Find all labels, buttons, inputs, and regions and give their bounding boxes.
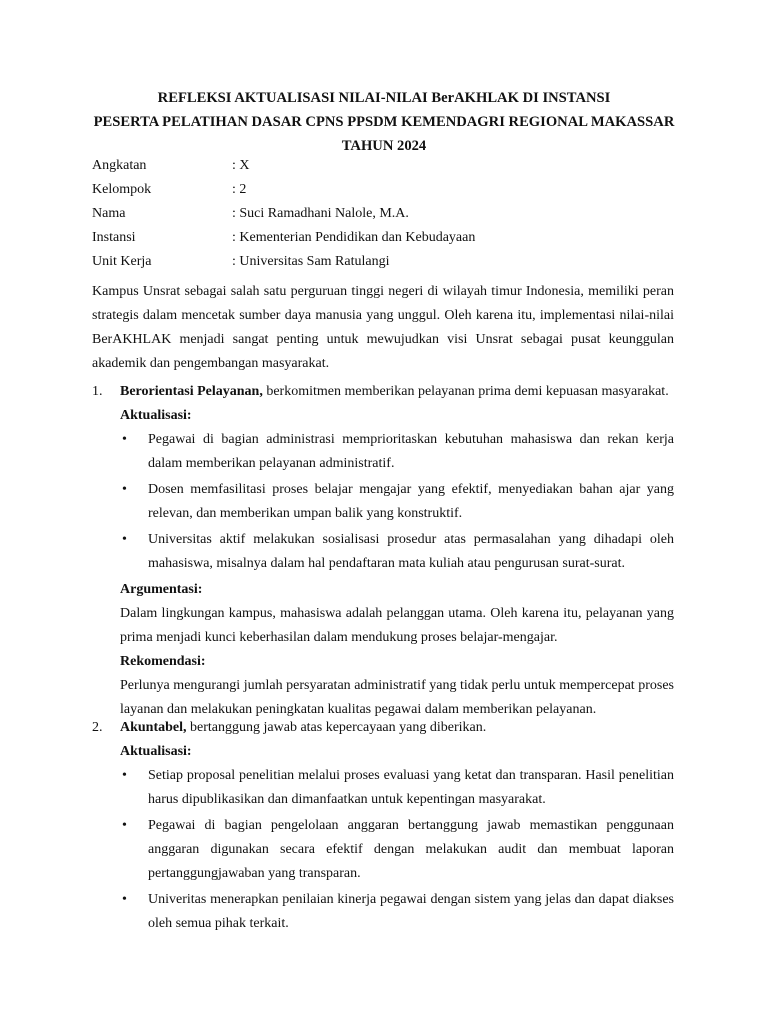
bullet-text: Pegawai di bagian administrasi memprioritaskan kebutuhan mahasiswa dan rekan kerja dalam memberikan pelayanan administratif. — [148, 432, 674, 471]
argumentasi-heading: Argumentasi: — [120, 582, 203, 597]
section-number: 1. — [92, 384, 103, 399]
bullet-text: Pegawai di bagian pengelolaan anggaran bertanggung jawab memastikan penggunaan anggaran digunakan secara efektif dengan melakukan audit dan membuat laporan pertanggungjawaban yang transparan. — [148, 818, 674, 881]
info-label: Angkatan — [92, 158, 147, 173]
info-label: Instansi — [92, 230, 136, 245]
bullet-icon: • — [122, 892, 127, 907]
participant-info — [92, 154, 475, 274]
bullet-icon: • — [122, 768, 127, 783]
info-row-unit-kerja — [92, 250, 475, 274]
rekomendasi-text: Perlunya mengurangi jumlah persyaratan administratif yang tidak perlu untuk mempercepat proses layanan dan melakukan peningkatan kualitas pegawai dalam memberikan pelayanan. — [120, 678, 674, 717]
document-year: TAHUN 2024 — [341, 138, 427, 154]
info-label: Kelompok — [92, 182, 152, 197]
bullet-text: Setiap proposal penelitian melalui proses evaluasi yang ketat dan transparan. Hasil penelitian harus dipublikasikan dan dimanfaatkan untuk kepentingan masyarakat. — [148, 768, 674, 807]
info-row-instansi — [92, 226, 475, 250]
info-value: : Suci Ramadhani Nalole, M.A. — [232, 206, 409, 221]
bullet-text: Universitas aktif melakukan sosialisasi prosedur atas permasalahan yang dihadapi oleh mahasiswa, misalnya dalam hal pendaftaran mata kuliah atau pengurusan surat-surat. — [148, 532, 674, 571]
section-akuntabel — [92, 716, 674, 938]
info-row-nama — [92, 202, 475, 226]
section-description: bertanggung jawab atas kepercayaan yang diberikan. — [186, 720, 487, 735]
bullet-icon: • — [122, 818, 127, 833]
list-item — [120, 528, 674, 576]
argumentasi-text: Dalam lingkungan kampus, mahasiswa adalah pelanggan utama. Oleh karena itu, pelayanan yang prima menjadi kunci keberhasilan dalam mendukung proses belajar-mengajar. — [120, 606, 674, 645]
intro-paragraph: Kampus Unsrat sebagai salah satu perguruan tinggi negeri di wilayah timur Indonesia, memiliki peran strategis dalam mencetak sumber daya manusia yang unggul. Oleh karena itu, implementasi nilai-nilai BerAKHLAK menjadi sangat penting untuk mewujudkan visi Unsrat sebagai pusat keunggulan akademik dan pengembangan masyarakat. — [92, 284, 674, 371]
section-heading — [92, 716, 674, 740]
bullet-text: Univeritas menerapkan penilaian kinerja pegawai dengan sistem yang jelas dan dapat diakses oleh semua pihak terkait. — [148, 892, 674, 931]
aktualisasi-heading: Aktualisasi: — [120, 744, 192, 759]
info-row-angkatan — [92, 154, 475, 178]
list-item — [120, 888, 674, 936]
aktualisasi-heading: Aktualisasi: — [120, 408, 192, 423]
info-value: : Universitas Sam Ratulangi — [232, 254, 390, 269]
info-value: : Kementerian Pendidikan dan Kebudayaan — [232, 230, 476, 245]
rekomendasi-heading: Rekomendasi: — [120, 654, 206, 669]
info-row-kelompok — [92, 178, 475, 202]
bullet-icon: • — [122, 482, 127, 497]
section-description: berkomitmen memberikan pelayanan prima demi kepuasan masyarakat. — [262, 384, 669, 399]
document-title: REFLEKSI AKTUALISASI NILAI-NILAI BerAKHLAK DI INSTANSI — [157, 90, 611, 106]
section-number: 2. — [92, 720, 103, 735]
section-body — [120, 740, 674, 936]
info-label: Unit Kerja — [92, 254, 152, 269]
document-subtitle: PESERTA PELATIHAN DASAR CPNS PPSDM KEMENDAGRI REGIONAL MAKASSAR — [93, 114, 675, 130]
info-value: : X — [232, 158, 250, 173]
document-title-block — [0, 86, 768, 158]
list-item — [120, 428, 674, 476]
section-title: Akuntabel, — [120, 720, 187, 735]
info-value: : 2 — [232, 182, 247, 197]
section-berorientasi-pelayanan — [92, 380, 674, 722]
bullet-text: Dosen memfasilitasi proses belajar mengajar yang efektif, menyediakan bahan ajar yang relevan, dan memberikan umpan balik yang konstruktif. — [148, 482, 674, 521]
list-item — [120, 814, 674, 886]
list-item — [120, 764, 674, 812]
info-label: Nama — [92, 206, 126, 221]
section-title: Berorientasi Pelayanan, — [120, 384, 263, 399]
bullet-icon: • — [122, 432, 127, 447]
section-body — [120, 404, 674, 602]
section-heading — [92, 380, 674, 404]
list-item — [120, 478, 674, 526]
bullet-icon: • — [122, 532, 127, 547]
